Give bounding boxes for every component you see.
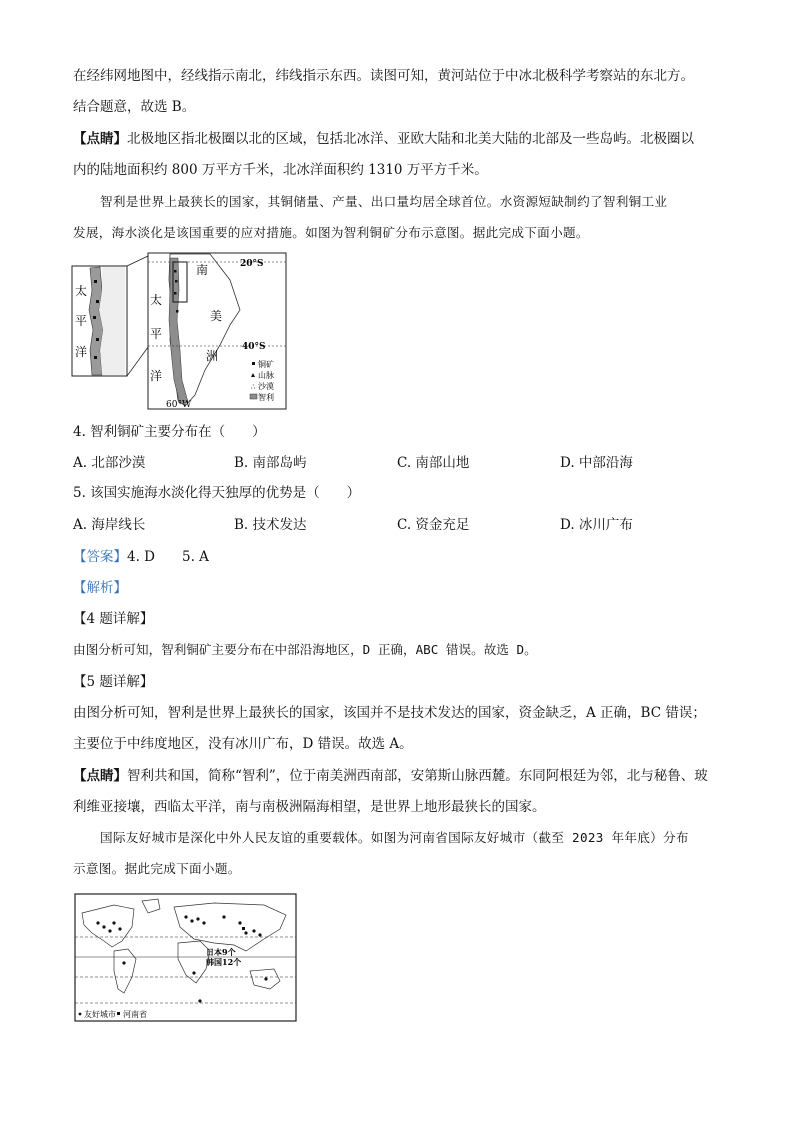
lat-40s-label: 40°S: [242, 342, 266, 352]
dianjing-tag: 【点睛】: [73, 131, 127, 147]
legend-city: 友好城市: [84, 1010, 116, 1019]
analysis-tag: 【解析】: [73, 580, 127, 596]
japan-label: 日本9个: [206, 947, 236, 957]
label-tai: 太: [150, 293, 163, 307]
paragraph-line: 内的陆地面积约 800 万平方千米，北冰洋面积约 1310 万平方千米。: [73, 162, 488, 178]
svg-text:∴: ∴: [251, 383, 256, 391]
legend-chile: 智利: [258, 393, 274, 402]
lat-20s-label: 20°S: [240, 259, 264, 269]
dianjing-tag: 【点睛】: [73, 768, 127, 784]
q5-option-c: C. 资金充足: [397, 517, 470, 533]
intro-line: 示意图。据此完成下面小题。: [73, 861, 241, 876]
paragraph-line: 利维亚接壤，西临太平洋，南与南极洲隔海相望，是世界上地形最狭长的国家。: [73, 799, 546, 815]
detail-4-tag: 【4 题详解】: [73, 611, 154, 627]
intro-line: 发展，海水淡化是该国重要的应对措施。如图为智利铜矿分布示意图。据此完成下面小题。: [73, 225, 589, 240]
detail-5-line: 主要位于中纬度地区，没有冰川广布，D 错误。故选 A。: [73, 736, 413, 752]
inset-label-tai: 太: [75, 284, 88, 298]
q5-option-d: D. 冰川广布: [560, 517, 633, 533]
inset-label-ping: 平: [75, 314, 88, 328]
inset-label-yang: 洋: [75, 345, 88, 359]
label-yang: 洋: [150, 369, 163, 383]
q4-option-b: B. 南部岛屿: [234, 455, 307, 471]
q5-option-b: B. 技术发达: [234, 517, 307, 533]
paragraph-line: 在经纬网地图中，经线指示南北，纬线指示东西。读图可知，黄河站位于中冰北极科学考察站的东北方。: [73, 68, 694, 84]
legend-mountain: 山脉: [258, 371, 274, 380]
intro-line: 智利是世界上最狭长的国家，其铜储量、产量、出口量均居全球首位。水资源短缺制约了智利铜工业: [100, 194, 668, 209]
question-5-stem: 5. 该国实施海水淡化得天独厚的优势是（ ）: [73, 485, 361, 501]
paragraph-line: 结合题意，故选 B。: [73, 99, 196, 115]
detail-5-tag: 【5 题详解】: [73, 674, 154, 690]
answer-block: [73, 548, 209, 566]
legend-desert: 沙漠: [258, 382, 274, 391]
label-ping: 平: [150, 327, 163, 341]
legend-province: 河南省: [123, 1010, 147, 1019]
chile-copper-map: [70, 250, 290, 412]
legend-copper: 铜矿: [258, 360, 274, 369]
label-mei: 美: [210, 309, 223, 323]
henan-marker: [242, 927, 245, 930]
question-4-stem: 4. 智利铜矿主要分布在（ ）: [73, 424, 266, 440]
inset-land: [99, 267, 125, 375]
answer-text: 4. D 5. A: [127, 549, 209, 565]
world-map-legend: [79, 1009, 147, 1019]
label-nan: 南: [196, 263, 209, 277]
dianjing-text: 智利共和国，简称“智利”，位于南美洲西南部，安第斯山脉西麓。东同阿根廷为邻，北与秘鲁、玻: [127, 768, 708, 784]
dianjing-block: [73, 767, 708, 785]
dianjing-block: [73, 130, 694, 148]
detail-5-line: 由图分析可知，智利是世界上最狭长的国家，该国并不是技术发达的国家，资金缺乏，A 正确，BC 错误；: [73, 705, 706, 721]
q4-option-c: C. 南部山地: [397, 455, 470, 471]
lon-60w-label: 60°W: [166, 400, 192, 410]
q4-option-a: A. 北部沙漠: [73, 455, 146, 471]
q5-option-a: A. 海岸线长: [73, 517, 146, 533]
q4-option-d: D. 中部沿海: [560, 455, 633, 471]
sister-cities-world-map: [74, 893, 297, 1023]
label-zhou: 洲: [206, 349, 219, 363]
answer-tag: 【答案】: [73, 549, 127, 565]
detail-4-text: 由图分析可知，智利铜矿主要分布在中部沿海地区，D 正确，ABC 错误。故选 D。: [73, 642, 537, 657]
korea-label: 韩国12个: [206, 957, 242, 967]
dianjing-text: 北极地区指北极圈以北的区域，包括北冰洋、亚欧大陆和北美大陆的北部及一些岛屿。北极圈以: [127, 131, 694, 147]
intro-line: 国际友好城市是深化中外人民友谊的重要载体。如图为河南省国际友好城市（截至 2023 年年底）分布: [100, 830, 689, 845]
